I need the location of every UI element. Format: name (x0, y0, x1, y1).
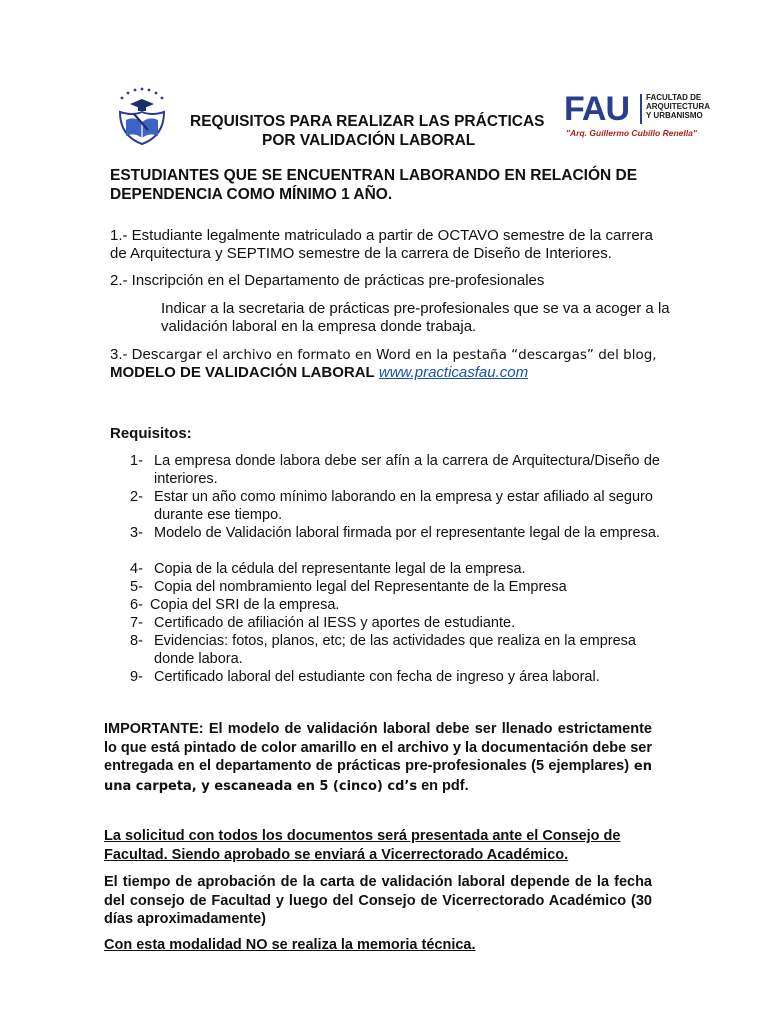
list-item-number: 2- (130, 489, 143, 505)
list-item-text: Estar un año como mínimo laborando en la empresa y estar afiliado al seguro durante ese tiempo. (154, 489, 653, 523)
list-item-text: Copia de la cédula del representante legal de la empresa. (154, 561, 526, 577)
requisitos-heading: Requisitos: (110, 425, 192, 442)
importante-text-alt: en una carpeta, y escaneada en 5 (cinco) cd’s (104, 759, 652, 794)
list-item-text: La empresa donde labora debe ser afín a la carrera de Arquitectura/Diseño de interiores. (154, 453, 660, 487)
list-item (130, 561, 660, 579)
list-item (130, 579, 660, 597)
list-item-text: Modelo de Validación laboral firmada por el representante legal de la empresa. (154, 525, 660, 541)
blog-link[interactable]: www.practicasfau.com (378, 364, 529, 381)
solicitud-paragraph: La solicitud con todos los documentos será presentada ante el Consejo de Facultad. Siendo aprobado se enviará a Vicerrectorado Académico. (104, 828, 621, 863)
list-item-text: Copia del nombramiento legal del Representante de la Empresa (154, 579, 567, 595)
list-item-number: 3- (130, 525, 143, 541)
importante-paragraph (104, 720, 652, 796)
list-item (130, 489, 660, 524)
list-item-text: Copia del SRI de la empresa. (150, 597, 340, 613)
importante-text-end: en pdf. (417, 777, 469, 794)
university-crest-logo (112, 86, 172, 148)
title-line-1: REQUISITOS PARA REALIZAR LAS PRÁCTICAS (190, 113, 545, 130)
list-item (130, 453, 660, 488)
step-3-bold: MODELO DE VALIDACIÓN LABORAL (110, 364, 375, 381)
fau-tagline: "Arq. Guillermo Cubillo Renella" (566, 128, 697, 138)
list-item-number: 5- (130, 579, 143, 595)
list-item-number: 1- (130, 453, 143, 469)
step-3 (110, 346, 710, 382)
step-3-lead: cargar el archivo en formato en Word en la pestaña “descargas” del blog, (158, 347, 657, 363)
fau-faculty-name: FACULTAD DE ARQUITECTURA Y URBANISMO (646, 93, 710, 120)
document-title (190, 112, 550, 150)
list-item-text: Evidencias: fotos, planos, etc; de las actividades que realiza en la empresa donde labora. (154, 633, 636, 667)
fau-logo (560, 88, 710, 140)
list-item (130, 633, 660, 668)
list-item-text: Certificado laboral del estudiante con fecha de ingreso y área laboral. (154, 669, 600, 685)
logo-divider (640, 94, 642, 124)
step-3-prefix: 3.- Des (110, 346, 159, 363)
list-item-number: 4- (130, 561, 143, 577)
list-item (130, 615, 660, 633)
fau-abbr: FAU (564, 90, 629, 128)
step-1: 1.- Estudiante legalmente matriculado a partir de OCTAVO semestre de la carrera de Arquitectura y SEPTIMO semestre de la carrera de Diseño de Interiores. (110, 227, 654, 262)
list-item-number: 7- (130, 615, 143, 631)
modalidad-note: Con esta modalidad NO se realiza la memoria técnica. (104, 937, 476, 953)
list-item-number: 8- (130, 633, 143, 649)
list-item-text: Certificado de afiliación al IESS y aportes de estudiante. (154, 615, 516, 631)
list-item (130, 669, 660, 687)
list-item-number: 6- (130, 597, 143, 613)
tiempo-paragraph: El tiempo de aprobación de la carta de validación laboral depende de la fecha del consejo de Facultad y luego del Consejo de Vicerrectorado Académico (30 días aproximadamente) (104, 874, 652, 927)
title-line-2: POR VALIDACIÓN LABORAL (262, 132, 476, 149)
importante-text: IMPORTANTE: El modelo de validación laboral debe ser llenado estrictamente lo que está pintado de color amarillo en el archivo y la documentación debe ser entregada en el departamento de prácticas pre-profesionales (5 ejemplares) (104, 721, 652, 774)
list-item (130, 525, 660, 543)
document-subtitle: ESTUDIANTES QUE SE ENCUENTRAN LABORANDO EN RELACIÓN DE DEPENDENCIA COMO MÍNIMO 1 AÑO. (110, 167, 638, 203)
step-2: 2.- Inscripción en el Departamento de prácticas pre-profesionales (110, 272, 545, 289)
list-item (130, 597, 660, 615)
step-2-detail: Indicar a la secretaria de prácticas pre-profesionales que se va a acoger a la validación laboral en la empresa donde trabaja. (161, 300, 670, 335)
list-item-number: 9- (130, 669, 143, 685)
